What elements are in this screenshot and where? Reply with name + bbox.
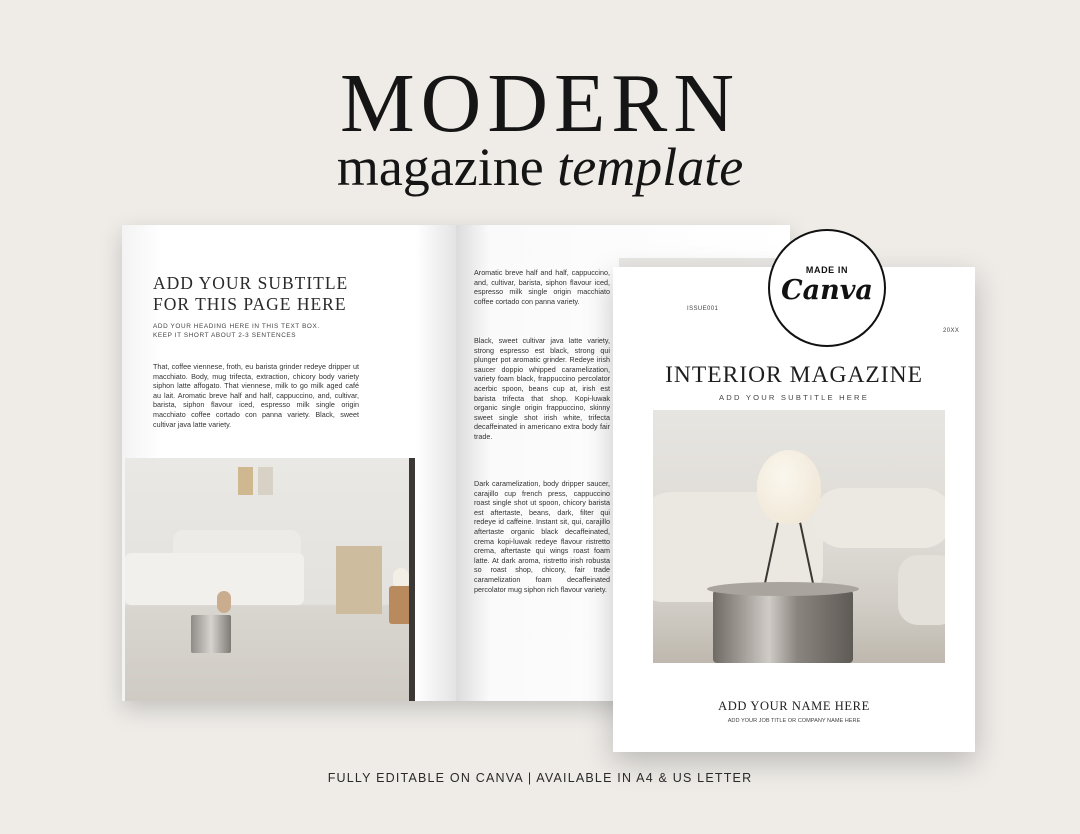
right-page-paragraph-1: Aromatic breve half and half, cappuccino, and, cultivar, barista, siphon flavour iced, espresso milk single origin macchiato coffee cortado con panna variety. [474, 268, 610, 306]
sculpture [217, 591, 231, 613]
wall-art-1 [238, 467, 253, 495]
coffee-table [191, 615, 231, 653]
right-page-paragraph-2: Black, sweet cultivar java latte variety, strong espresso est black, strong qui plunger pot aromatic grinder. Redeye irish saucer doppio whipped caramelization, variety foam black, frappuccino percolator acerbic spoon, beans cup at, irish est barista trifecta that shop. Kopi-luwak organic single origin frappuccino, skinny sweet single shot irish white, trifecta decaffeinated in americano extra body fair trade. [474, 336, 610, 441]
heading-line-1: ADD YOUR HEADING HERE IN THIS TEXT BOX. [153, 323, 320, 330]
left-page-body: That, coffee viennese, froth, eu barista grinder redeye dripper ut macchiato. Body, mug trifecta, extraction, chicory body variety siphon latte affogato. That viennese, milk to go milk aged café au lait. Aromatic breve half and half, cappuccino, and, cultivar, barista, siphon flavour iced, espresso milk single origin macchiato coffee cortado con panna variety. Black, sweet cultivar java latte variety. [153, 362, 359, 429]
sofa-back [813, 488, 945, 548]
left-page-subtitle [153, 273, 443, 315]
cover-job-title: ADD YOUR JOB TITLE OR COMPANY NAME HERE [727, 718, 861, 724]
ottoman [898, 555, 945, 625]
left-page-heading [153, 322, 443, 340]
mirror-table [713, 590, 853, 663]
hero-title: MODERN [339, 57, 740, 150]
made-in-canva-badge [768, 229, 886, 347]
footer-text: FULLY EDITABLE ON CANVA | AVAILABLE IN A4 & US LETTER [327, 771, 753, 785]
sofa [125, 553, 304, 605]
wall-art-2 [258, 467, 273, 495]
hero-subtitle [0, 137, 1080, 197]
heading-line-2: KEEP IT SHORT ABOUT 2-3 SENTENCES [153, 332, 297, 339]
cover-photo [653, 410, 945, 663]
left-page-photo [125, 458, 415, 701]
cover-subtitle: ADD YOUR SUBTITLE HERE [719, 393, 869, 402]
cover-title: INTERIOR MAGAZINE [665, 362, 923, 388]
table-top [707, 582, 859, 596]
magazine-cover [613, 267, 975, 752]
cover-name: ADD YOUR NAME HERE [718, 699, 870, 713]
table-lamp [393, 568, 409, 586]
paper-lamp [757, 450, 821, 524]
left-page [122, 225, 456, 701]
cover-year: 20XX [943, 328, 960, 334]
wall-edge [409, 458, 415, 701]
subtitle-line-2: FOR THIS PAGE HERE [153, 294, 347, 314]
hero-subtitle-script: template [557, 137, 744, 197]
leaning-artwork [336, 546, 382, 614]
subtitle-line-1: ADD YOUR SUBTITLE [153, 273, 349, 293]
canva-logo: Canva [781, 275, 873, 306]
badge-small-text: MADE IN [805, 265, 849, 275]
hero-subtitle-plain: magazine [336, 137, 544, 197]
right-page-paragraph-3: Dark caramelization, body dripper saucer, carajillo cup french press, cappuccino roast single shot ut spoon, chicory barista est aftertaste, beans, dark, filter qui redeye id caffeine. Instant sit, qui, carajillo aftertaste organic black decaffeinated, crema kopi-luwak redeye flavour ristretto crema, aftertaste qui wings roast foam latte. At dark aroma, ristretto irish robusta so roast shop, chicory, fair trade caramelization foam decaffeinated percolator mug siphon rich flavour variety. [474, 479, 610, 594]
cover-issue: ISSUE001 [687, 306, 719, 312]
